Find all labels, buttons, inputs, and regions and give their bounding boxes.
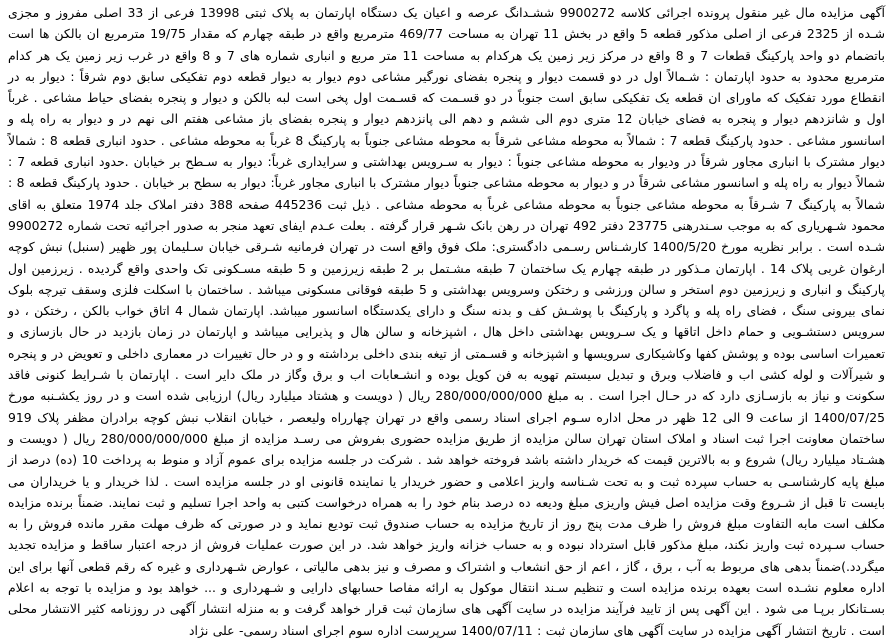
- auction-notice-body: آگهی مزایده مال غیر منقول پرونده اجرائی کلاسه 9900272 ششـدانگ عرصه و اعیان یک دستگاه اپارتمان به پلاک ثبتی 13998 فرعی از 33 اصلی مفروز و مجزی شـده از 2325 فرعی از اصلی مذکور قطعه 5 واقع در بخش 11 تهران به مساحت 469/77 مترمربع واقع در طبقه چهارم که مقدار 19/75 مترمربع ان بالکن ها است باتضمام دو واحد پارکینگ قطعات 7 و 8 واقع در مرکز زیر زمین یک هرکدام به مساحت 11 متر مربع و انباری شماره های 7 و 8 واقع در غرب زیر زمین یک هر کدام مترمربع محدود به حدود اپارتمان : شـمالاً اول در دو قسمت دیوار و پنجره بفضای نورگیر مشاعی دوم دیوار به دیوار قطعه دوم تفکیکی سابق دوم شرقاً : دیوار به در انقطاع مورد تفکیک که ماورای ان قطعه یک تفکیکی سابق است جنوباً در دو قسـمت که قسـمت اول پخی است لبه بالکن و دیوار و پنجره بفضای حیاط مشاعی . غرباً اول و شانزدهم دیوار و پنجره به فضای خیابان 12 متری دوم الی ششم و دهم الی پانزدهم دیوار و پنجره بفضای باز مشاعی هفتم الی نهم در و دیوار به راه پله و اسانسور مشاعی . حدود پارکینگ قطعه 7 : شمالاً به محوطه مشاعی شرقاً به محوطه مشاعی جنوباً به پارکینگ 8 غرباً به محوطه مشاعی . حدود انباری قطعه 8 : شمالاً دیوار مشترک با انباری مجاور شرقاً در ودیوار به محوطه مشاعی جنوباً : دیوار به سـرویس بهداشتی و سرایداری غرباً: دیوار به سـطح بر خیابان .حدود انباری قطعه 7 : شمالاً دیوار به راه پله و اسانسور مشاعی شرقاً در و دیوار به محوطه مشاعی جنوباً دیوار مشترک با انباری مجاور غرباً: دیوار به سطح بر خیابان . حدود پارکینگ قطعه 8 : شمالاً به پارکینگ 7 شـرقاً به محوطه مشاعی جنوباً به محوطه مشاعی غرباً به محوطه مشاعی . ذیل ثبت 445236 صفحه 388 دفتر املاک جلد 1974 متعلق به اقای محمود شـهریاری که به موجب سـندرهنی 23775 دفتر 492 تهران در رهن بانک شـهر قرار گرفته . بعلت عـدم ایفای تعهد منجر به صدور اجرائیه تحت شماره 9900272 شـده است . برابر نظریه مورخ 1400/5/20 کارشـناس رسـمی دادگستری: ملک فوق واقع است در تهران فرمانیه شـرقی خیابان سـلیمان پور ظهیر (سنبل) نبش کوچه ارغوان غربی پلاک 14 . اپارتمان مـذکور در طبقه چهارم یک ساختمان 7 طبقه مشـتمل بر 2 طبقه زیرزمین و 5 طبقه مسـکونی تک واحدی واقع گردیده . زیرزمین اول پارکینگ و انباری و زیرزمین دوم استخر و سالن ورزشی و رختکن وسرویس بهداشتی و 5 طبقه فوقانی مسکونی میباشد . ساختمان با اسکلت فلزی وسقف تیرچه بلوک نمای بیرونی سنگ ، فضای راه پله و پاگرد و پارکینگ با پوشـش کف و بدنه سنگ و دارای یکدستگاه اسانسور میباشد. اپارتمان شمال 4 اتاق خواب بالکن ، رختکن ، دو سرویس دستشـویی و حمام داخل اتاقها و یک سـرویس بهداشتی داخل هال ، اشپزخانه و سالن هال و پذیرایی میباشد و اپارتمان در زمان بازدید در حال بازسازی و تعمیرات اساسی بوده و پوشش کفها وکاشیکاری سرویسها و اشپزخانه و قسـمتی از تیغه بندی داخلی برداشته و و در حال تغییرات در معماری داخلی و تعویض در و پنجره و شیرآلات و لوله کشی اب و فاضلاب وبرق و تبدیل سیستم تهویه به فن کویل بوده و انشـعابات اب و برق وگاز در ملک دایر است . اپارتمان با شـرایط کنونی فاقد سکونت و نیاز به بازسـازی دارد که در حـال اجرا است . به مبلغ 280/000/000/000 ریال ( دویست و هشتاد میلیارد ریال) ارزیابی شده است و در روز یکشـنبه مورخ 1400/07/25 از ساعت 9 الی 12 ظهر در محل اداره سـوم اجرای اسناد رسمی واقع در تهران چهارراه ولیعصر ، خیابان انقلاب نبش کوچه برادران مظفر پلاک 919 ساختمان معاونت اجرا ثبت اسناد و املاک استان تهران سالن مزایده از طریق مزایده حضوری بفروش می رسـد مزایده از مبلغ 280/000/000/000 ریال ( دویست و هشـتاد میلیارد ریال) شروع و به بالاترین قیمت که خریدار داشته باشد فروخته خواهد شد . شرکت در جلسه مزایده برای عموم آزاد و منوط به پرداخت 10 (ده) درصد از مبلغ پایه کارشناسـی به حساب سپرده ثبت و به تحت شـناسه واریز اعلامی و حضور خریدار یا نماینده قانونی او در جلسه مزایده است . لذا خریدار و یا خریداران می بایست تا قبل از شـروع وقت مزایده اصل فیش واریزی مبلغ ودیعه ده درصد بنام خود را به همراه درخواست کتبی به واحد اجرا تسلیم و ثبت نمایند. ضمناً برنده مزایده مکلف است مابه التفاوت مبلغ فروش را ظرف مدت پنج روز از تاریخ مزایده به حساب صندوق ثبت تودیع نماید و در صورتی که ظرف مهلت مقرر مانده فروش را به حساب سـپرده ثبت واریز نکند، مبلغ مذکور قابل استرداد نبوده و به حساب خزانه واریز خواهد شد. در این صورت عملیات فروش از درجه اعتبار ساقط و مزایده تجدید میگردد.)ضمناً بدهی های مربوط به آب ، برق ، گاز ، اعم از حق انشعاب و اشتراک و مصرف و نیز بدهی مالیاتی ، عوارض شـهرداری و غیره که رقم قطعی آنها برای این اداره معلوم نشـده است بعهده برنده مزایده است و تنظیم سـند انتقال موکول به ارائه مفاصا حسابهای دارایی و شـهرداری و ... خواهد بود و مزایده با توجه به اعلام بسـتانکار برپـا می شود . این آگهی پس از تایید فرآیند مزایده در سایت آگهی های سازمان ثبت قرار خواهد گرفت و به منزله انتشار آگهی در روزنامه کثیر الانتشار محلی است . تاریخ انتشار آگهی مزایده در سایت آگهی های سازمان ثبت : 1400/07/11 سرپرست اداره سوم اجرای اسناد رسمی- علی نژاد: [8, 5, 886, 638]
